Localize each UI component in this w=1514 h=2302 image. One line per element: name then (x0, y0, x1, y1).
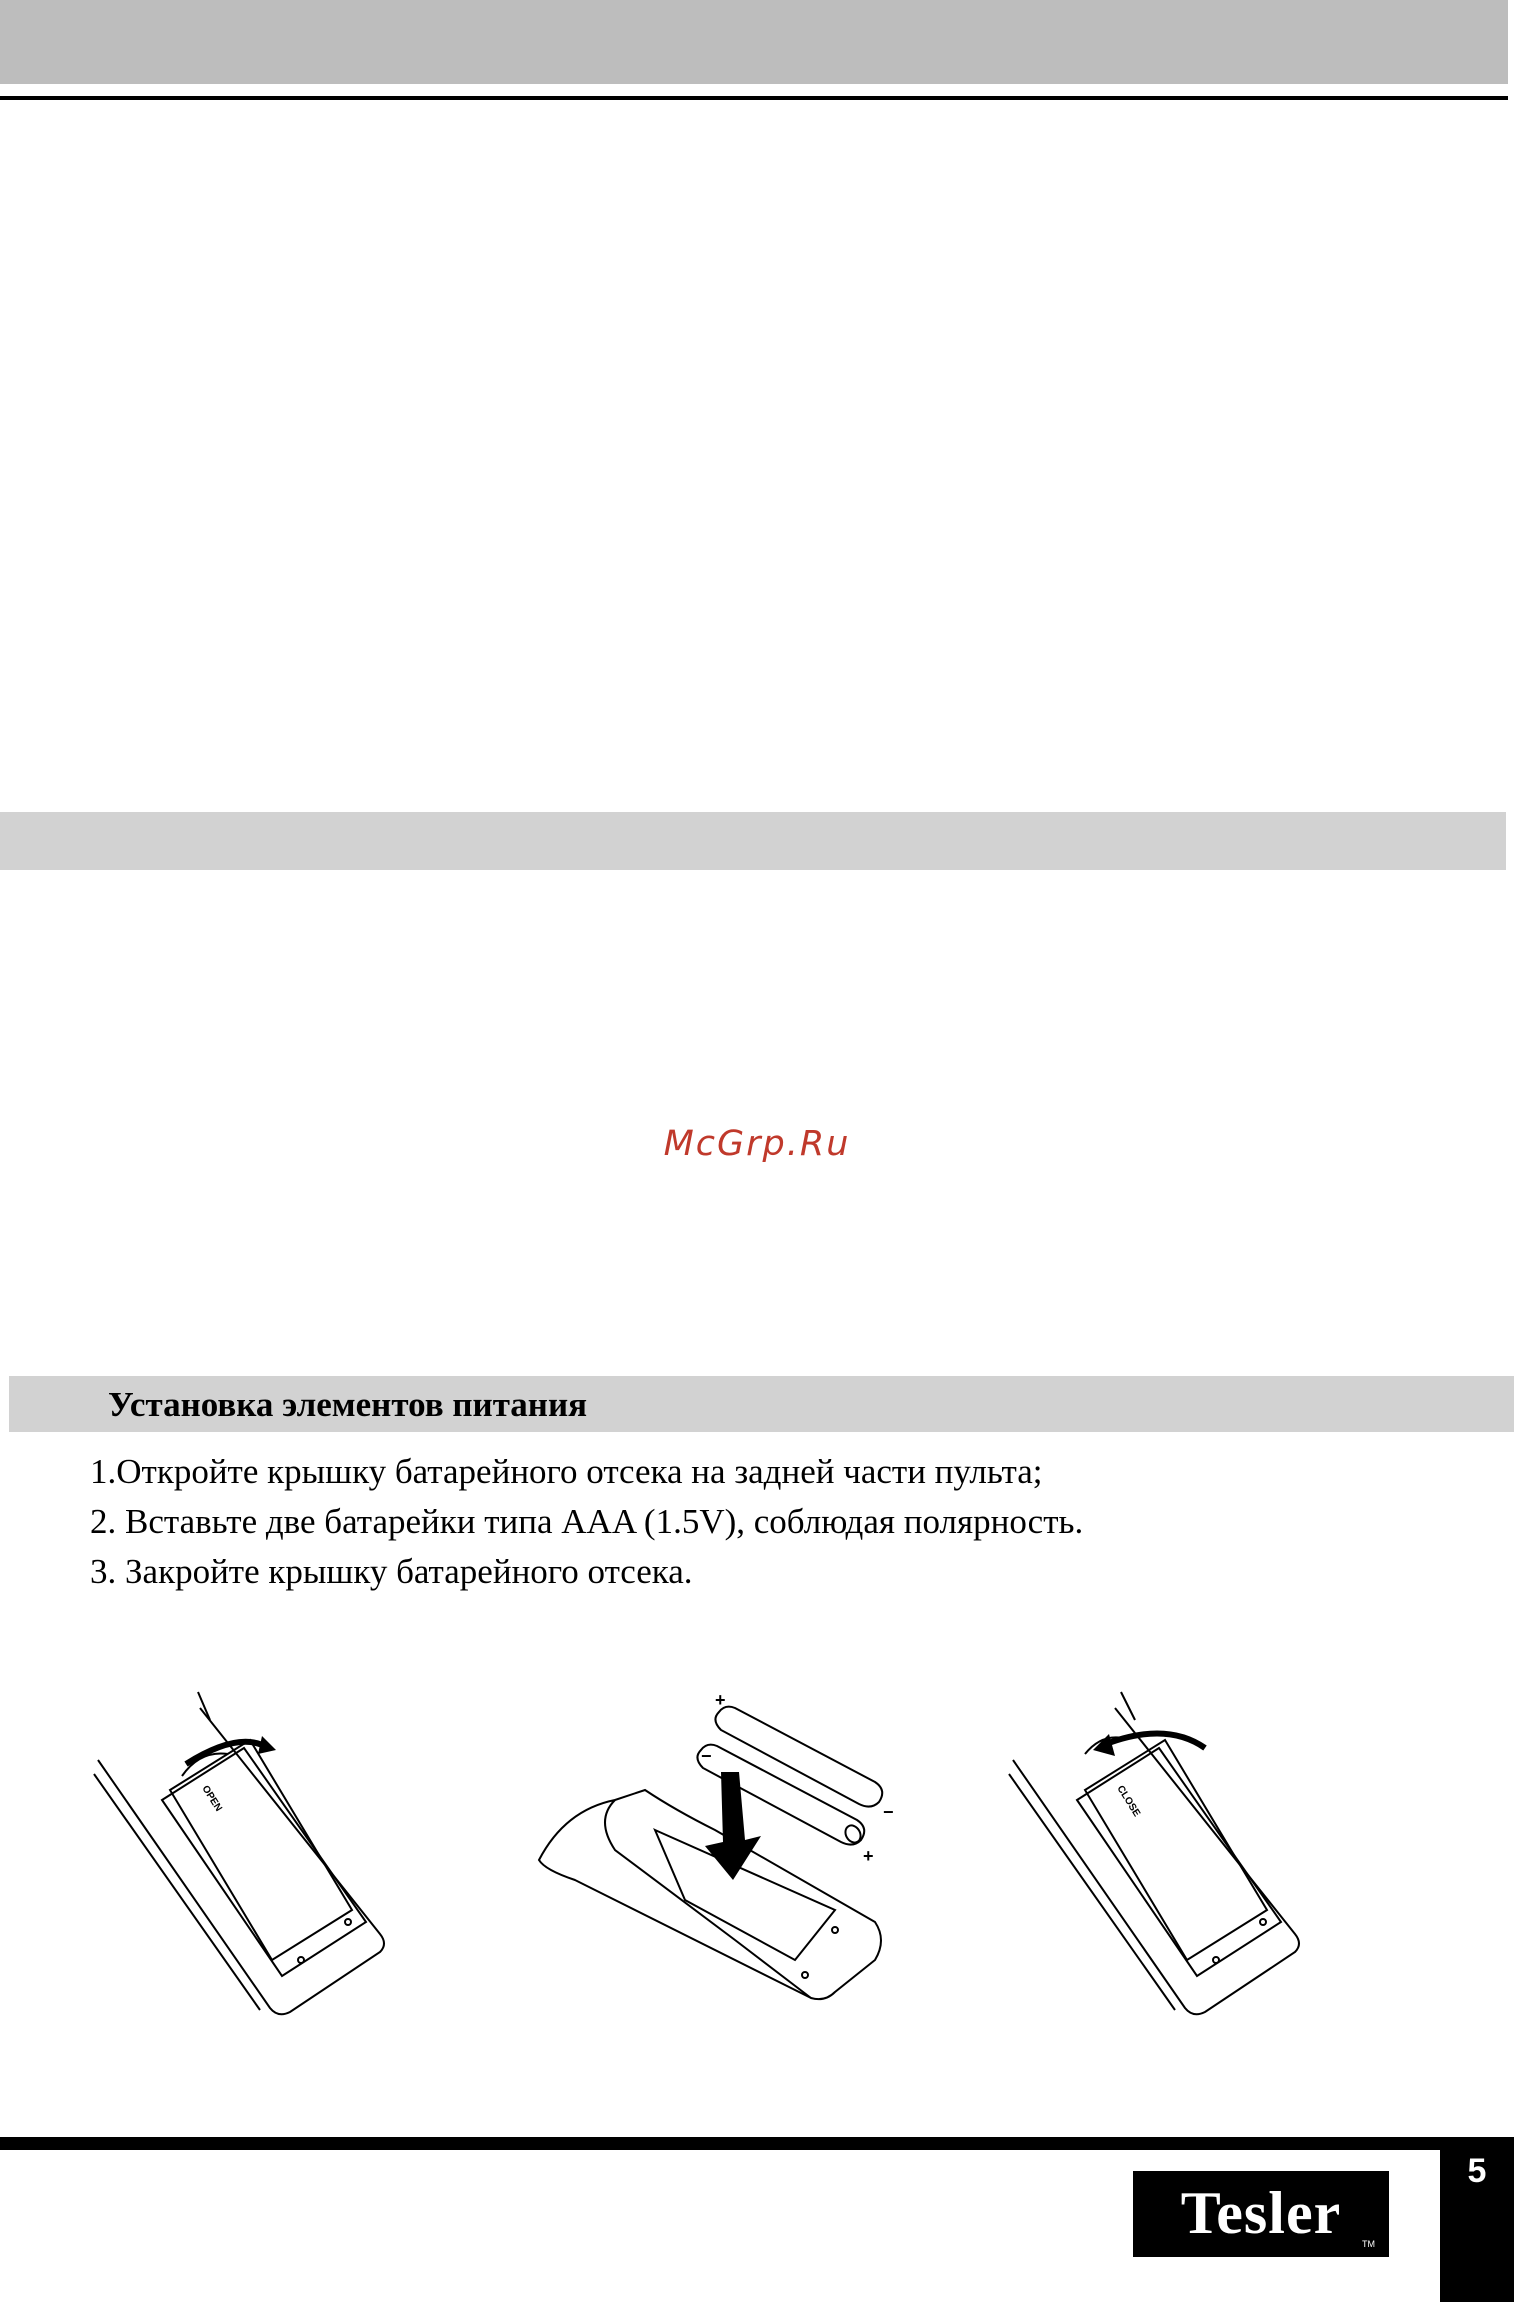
open-label: OPEN (199, 1783, 224, 1814)
battery-plus-bottom: + (863, 1846, 874, 1866)
page-number: 5 (1467, 2152, 1487, 2190)
section-band (0, 812, 1506, 870)
open-cover-illustration (90, 1690, 400, 2020)
battery-minus-left: − (701, 1746, 712, 1766)
battery-plus-top: + (715, 1690, 726, 1710)
instruction-step-3: 3. Закройте крышку батарейного отсека. (90, 1552, 693, 1591)
watermark: McGrp.Ru (663, 1124, 851, 1164)
instruction-step-2: 2. Вставьте две батарейки типа AAA (1.5V), соблюдая полярность. (90, 1502, 1084, 1541)
close-label: CLOSE (1114, 1783, 1143, 1819)
section-heading: Установка элементов питания (108, 1385, 588, 1424)
footer-rule (0, 2137, 1514, 2150)
brand-logo (1133, 2171, 1389, 2257)
instruction-step-1: 1.Откройте крышку батарейного отсека на задней части пульта; (90, 1452, 1043, 1491)
instruction-list (90, 1447, 1083, 1597)
header-rule (0, 96, 1508, 100)
brand-logo-text: Tesler (1180, 2180, 1342, 2246)
trademark-mark: TM (1362, 2239, 1375, 2249)
close-cover-illustration (1005, 1690, 1315, 2020)
insert-batteries-illustration (535, 1690, 895, 2020)
battery-minus-right: − (883, 1802, 894, 1822)
header-bar (0, 0, 1508, 84)
